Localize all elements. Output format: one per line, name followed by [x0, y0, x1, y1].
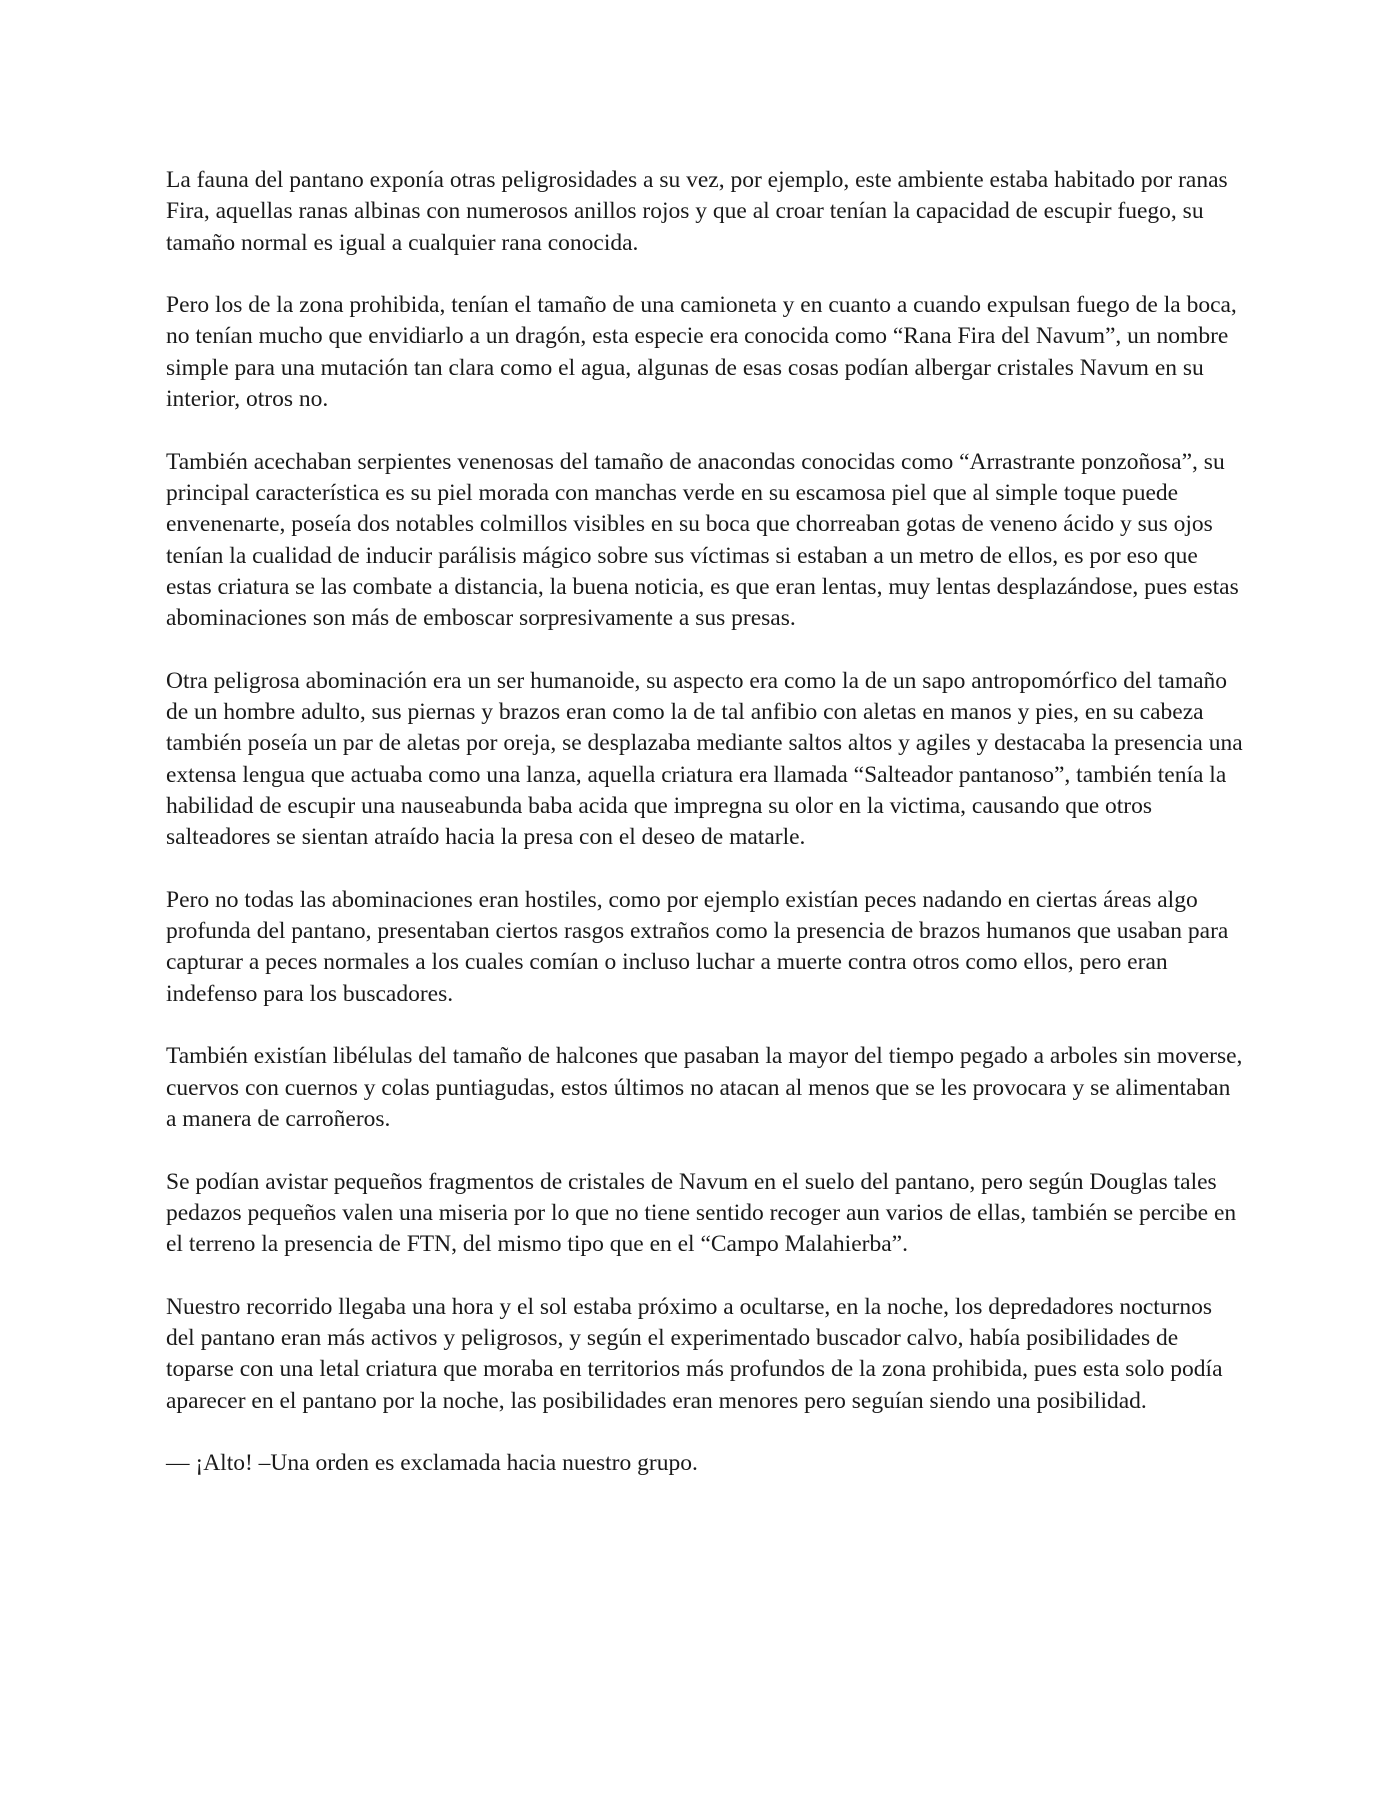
paragraph: Pero los de la zona prohibida, tenían el tamaño de una camioneta y en cuanto a cuando expulsan fuego de la boca, no tenían mucho que envidiarlo a un dragón, esta especie era conocida como “Rana Fira del Navum”, un nombre simple para una mutación tan clara como el agua, algunas de esas cosas podían albergar cristales Navum en su interior, otros no. — [166, 292, 1237, 413]
paragraph: Pero no todas las abominaciones eran hostiles, como por ejemplo existían peces nadando en ciertas áreas algo profunda del pantano, presentaban ciertos rasgos extraños como la presencia de brazos humanos que usaban para capturar a peces normales a los cuales comían o incluso luchar a muerte contra otros como ellos, pero eran indefenso para los buscadores. — [166, 886, 1229, 1007]
paragraph: También existían libélulas del tamaño de halcones que pasaban la mayor del tiempo pegado a arboles sin moverse, cuervos con cuernos y colas puntiagudas, estos últimos no atacan al menos que se les provocara y se alimentaban a manera de carroñeros. — [166, 1043, 1243, 1132]
paragraph: Nuestro recorrido llegaba una hora y el sol estaba próximo a ocultarse, en la noche, los depredadores nocturnos del pantano eran más activos y peligrosos, y según el experimentado buscador calvo, había posibilidades de toparse con una letal criatura que moraba en territorios más profundos de la zona prohibida, pues esta solo podía aparecer en el pantano por la noche, las posibilidades eran menores pero seguían siendo una posibilidad. — [166, 1293, 1223, 1414]
document-body — [166, 165, 1246, 1511]
paragraph: La fauna del pantano exponía otras peligrosidades a su vez, por ejemplo, este ambiente estaba habitado por ranas Fira, aquellas ranas albinas con numerosos anillos rojos y que al croar tenían la capacidad de escupir fuego, su tamaño normal es igual a cualquier rana conocida. — [166, 167, 1228, 256]
dialogue-line: — ¡Alto! –Una orden es exclamada hacia nuestro grupo. — [166, 1450, 698, 1477]
paragraph: Se podían avistar pequeños fragmentos de cristales de Navum en el suelo del pantano, pero según Douglas tales pedazos pequeños valen una miseria por lo que no tiene sentido recoger aun varios de ellas, también se percibe en el terreno la presencia de FTN, del mismo tipo que en el “Campo Malahierba”. — [166, 1168, 1237, 1258]
paragraph: También acechaban serpientes venenosas del tamaño de anacondas conocidas como “Arrastrante ponzoñosa”, su principal característica es su piel morada con manchas verde en su escamosa piel que al simple toque puede envenenarte, poseía dos notables colmillos visibles en su boca que chorreaban gotas de veneno ácido y sus ojos tenían la cualidad de inducir parálisis mágico sobre sus víctimas si estaban a un metro de ellos, es por eso que estas criatura se las combate a distancia, la buena noticia, es que eran lentas, muy lentas desplazándose, pues estas abominaciones son más de emboscar sorpresivamente a sus presas. — [166, 448, 1239, 632]
paragraph: Otra peligrosa abominación era un ser humanoide, su aspecto era como la de un sapo antropomórfico del tamaño de un hombre adulto, sus piernas y brazos eran como la de tal anfibio con aletas en manos y pies, en su cabeza también poseía un par de aletas por oreja, se desplazaba mediante saltos altos y agiles y destacaba la presencia una extensa lengua que actuaba como una lanza, aquella criatura era llamada “Salteador pantanoso”, también tenía la habilidad de escupir una nauseabunda baba acida que impregna su olor en la victima, causando que otros salteadores se sientan atraído hacia la presa con el deseo de matarle. — [166, 667, 1243, 851]
